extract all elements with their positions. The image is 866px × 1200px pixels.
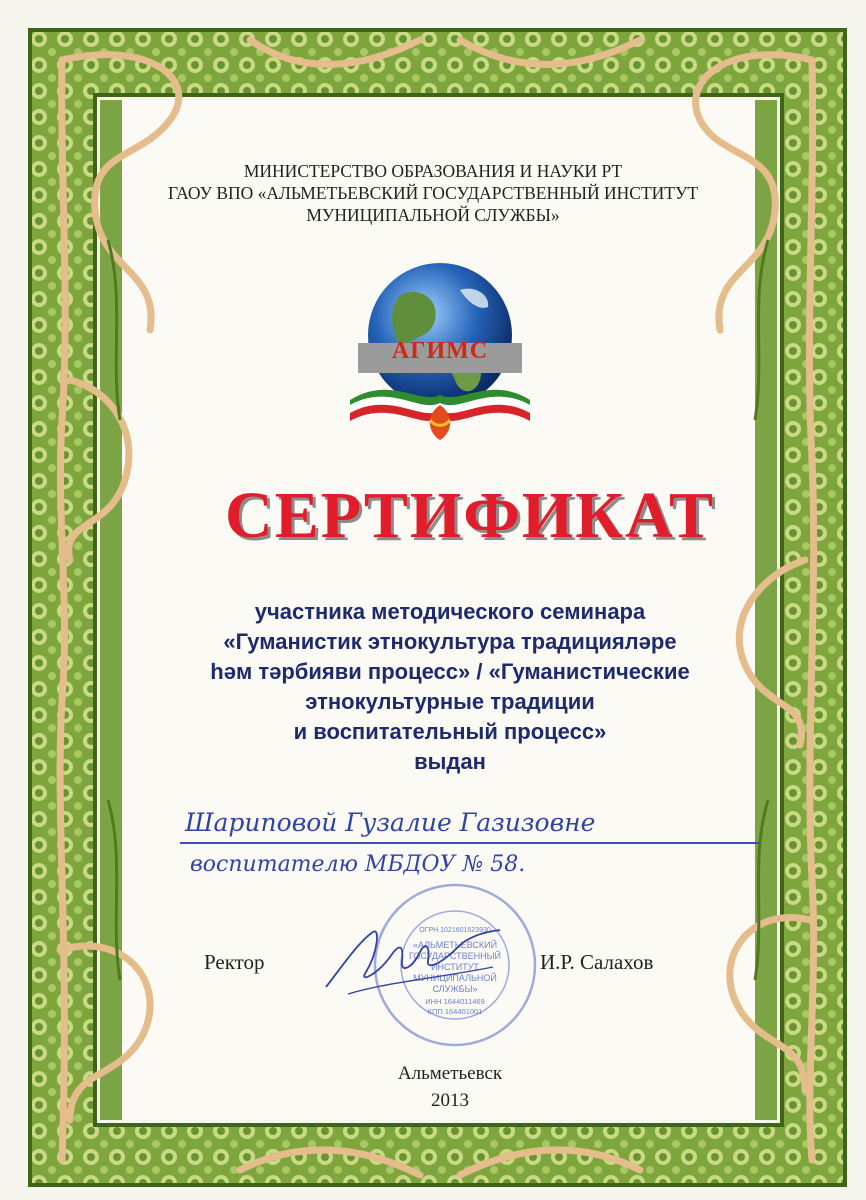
stamp-ogrn: ОГРН 1021601623930 <box>419 927 491 934</box>
rector-name: И.Р. Салахов <box>540 950 654 974</box>
stamp-text: «АЛЬМЕТЬЕВСКИЙ <box>412 940 498 950</box>
ministry-line: МИНИСТЕРСТВО ОБРАЗОВАНИЯ И НАУКИ РТ <box>243 161 623 181</box>
certificate-title: СЕРТИФИКАТ <box>225 479 715 552</box>
subtitle-line: һәм тәрбияви процесс» / «Гуманистические <box>210 659 690 684</box>
institute-line-2: МУНИЦИПАЛЬНОЙ СЛУЖБЫ» <box>306 205 560 225</box>
logo-text: АГИМС <box>391 338 489 364</box>
stamp-inn: ИНН 1644011469 <box>425 997 485 1006</box>
recipient-position: воспитателю МБДОУ № 58. <box>190 852 526 877</box>
stamp-text: ИНСТИТУТ <box>431 962 479 972</box>
stamp-kpp: КПП 164401001 <box>427 1007 483 1016</box>
subtitle-line: и воспитательный процесс» <box>293 719 607 744</box>
recipient-name: Шариповой Гузалие Газизовне <box>185 808 596 837</box>
subtitle-line: участника методического семинара <box>254 599 646 624</box>
recipient-underline <box>180 842 760 844</box>
subtitle-line: «Гуманистик этнокультура традицияләре <box>223 629 677 654</box>
issue-year: 2013 <box>431 1090 469 1111</box>
subtitle-line: этнокультурные традиции <box>305 689 595 714</box>
stamp-text: ГОСУДАРСТВЕННЫЙ <box>408 951 502 961</box>
issue-city: Альметьевск <box>397 1063 503 1084</box>
issuer-header <box>90 160 776 226</box>
stamp-text: СЛУЖБЫ» <box>432 984 478 994</box>
certificate-subtitle <box>130 597 770 777</box>
subtitle-line: выдан <box>414 749 486 774</box>
rector-label: Ректор <box>204 950 265 974</box>
handwritten-signature-icon <box>318 912 508 1002</box>
institute-line: ГАОУ ВПО «АЛЬМЕТЬЕВСКИЙ ГОСУДАРСТВЕННЫЙ ИНСТИТУТ <box>167 183 699 203</box>
stamp-text: МУНИЦИПАЛЬНОЙ <box>413 973 497 983</box>
issue-place-date <box>310 1060 590 1114</box>
